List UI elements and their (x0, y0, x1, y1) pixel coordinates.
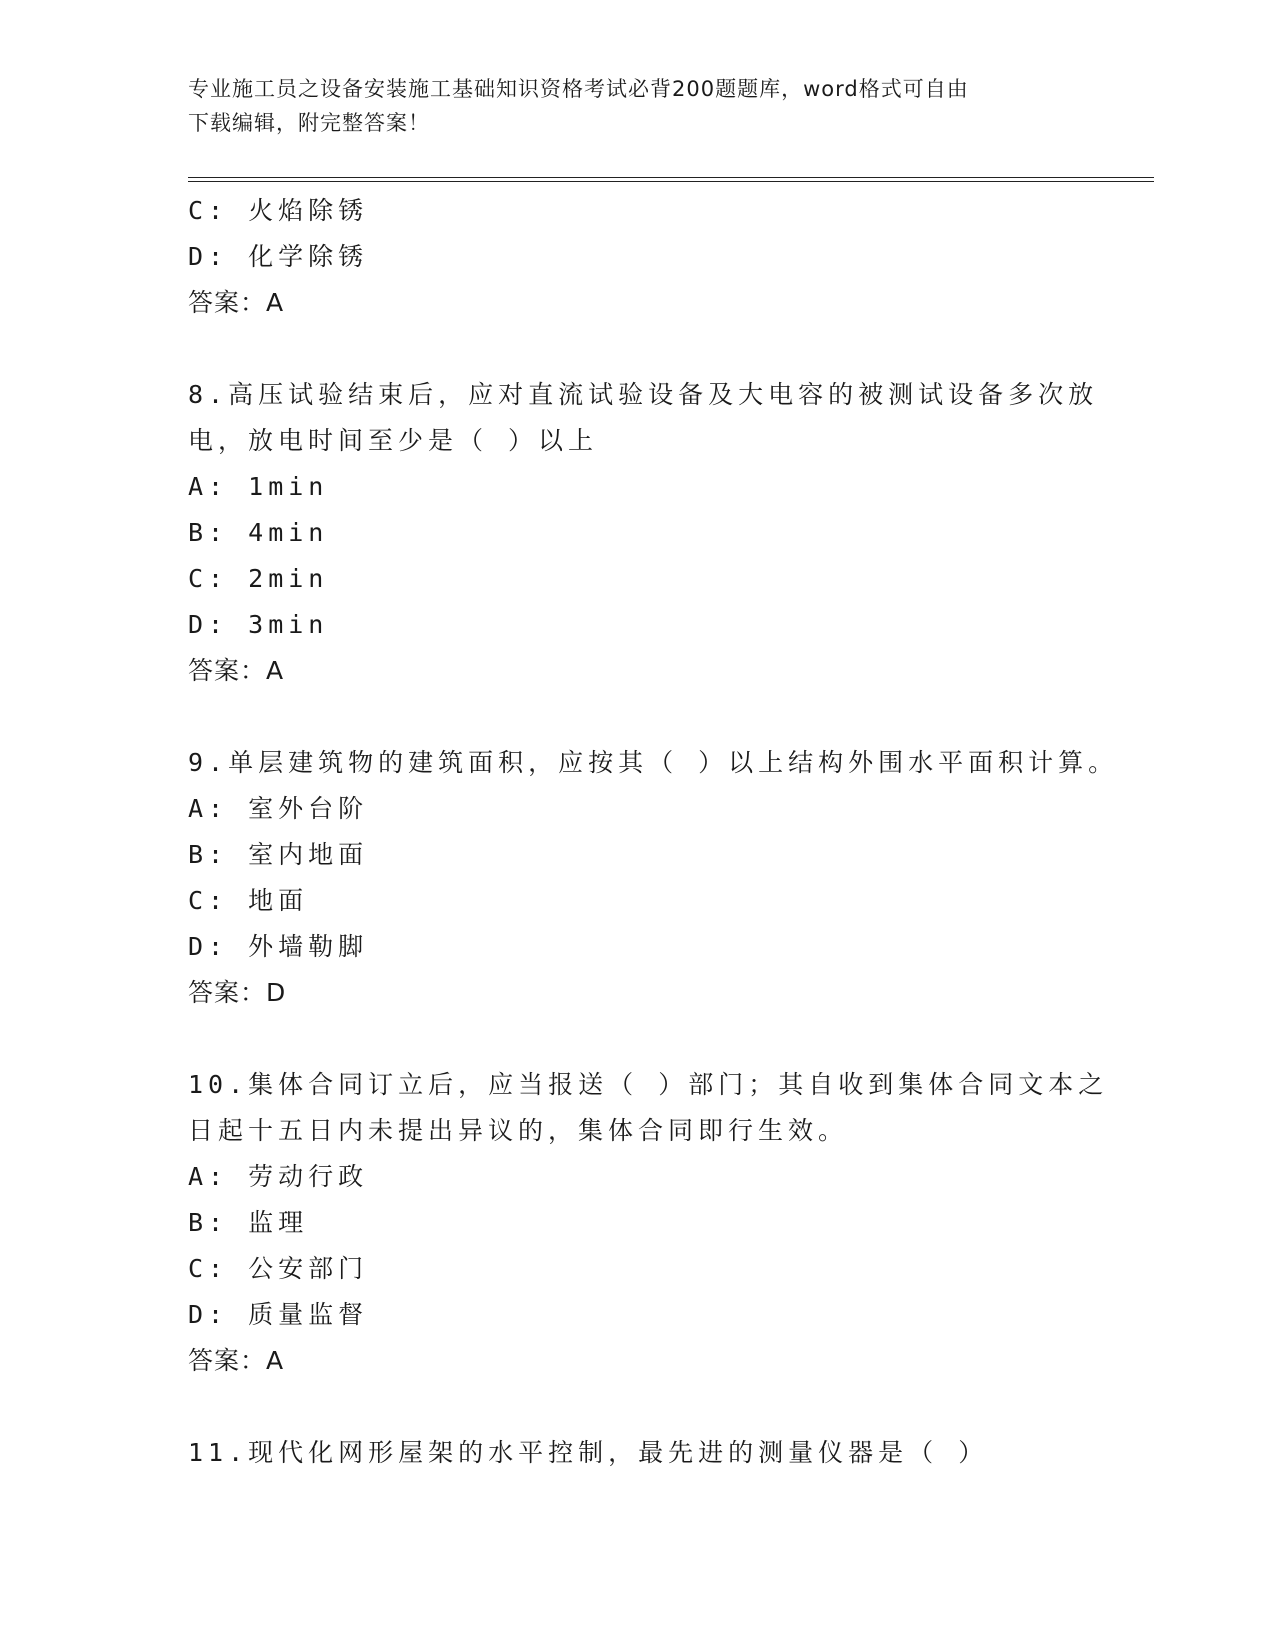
option-c: C: 地面 (188, 886, 309, 915)
option-b: B: 室内地面 (188, 840, 369, 869)
question-text-line-2: 日起十五日内未提出异议的，集体合同即行生效。 (188, 1116, 849, 1145)
option-c: C: 火焰除锈 (188, 196, 369, 225)
option-b: B: 监理 (188, 1208, 309, 1237)
question-text-line-1: 11.现代化网形屋架的水平控制，最先进的测量仪器是（ ） (188, 1438, 989, 1467)
question-block-8 (188, 372, 1099, 694)
option-d: D: 外墙勒脚 (188, 932, 369, 961)
document-header (188, 72, 1088, 140)
spacer (188, 694, 1088, 740)
option-c: C: 公安部门 (188, 1254, 369, 1283)
document-body (188, 188, 1119, 1476)
answer-line: 答案：D (188, 978, 287, 1007)
spacer (188, 1384, 1088, 1430)
option-b: B: 4min (188, 518, 329, 547)
header-line-1: 专业施工员之设备安装施工基础知识资格考试必背200题题库，word格式可自由 (188, 77, 969, 101)
question-text-line-1: 10.集体合同订立后，应当报送（ ）部门；其自收到集体合同文本之 (188, 1070, 1109, 1099)
spacer (188, 326, 1088, 372)
option-a: A: 室外台阶 (188, 794, 369, 823)
option-a: A: 劳动行政 (188, 1162, 369, 1191)
option-d: D: 质量监督 (188, 1300, 369, 1329)
option-d: D: 3min (188, 610, 329, 639)
question-text-line-1: 8.高压试验结束后，应对直流试验设备及大电容的被测试设备多次放 (188, 380, 1099, 409)
header-double-rule (188, 177, 1154, 182)
question-block-carryover (188, 188, 1088, 326)
header-line-2: 下载编辑，附完整答案！ (188, 111, 430, 135)
option-a: A: 1min (188, 472, 329, 501)
spacer (188, 1016, 1088, 1062)
question-text-line-2: 电，放电时间至少是（ ）以上 (188, 426, 599, 455)
answer-line: 答案：A (188, 288, 285, 317)
option-d: D: 化学除锈 (188, 242, 369, 271)
answer-line: 答案：A (188, 656, 285, 685)
question-block-11 (188, 1430, 1088, 1476)
answer-line: 答案：A (188, 1346, 285, 1375)
question-text-line-1: 9.单层建筑物的建筑面积，应按其（ ）以上结构外围水平面积计算。 (188, 748, 1119, 777)
option-c: C: 2min (188, 564, 329, 593)
question-block-10 (188, 1062, 1109, 1384)
question-block-9 (188, 740, 1119, 1016)
